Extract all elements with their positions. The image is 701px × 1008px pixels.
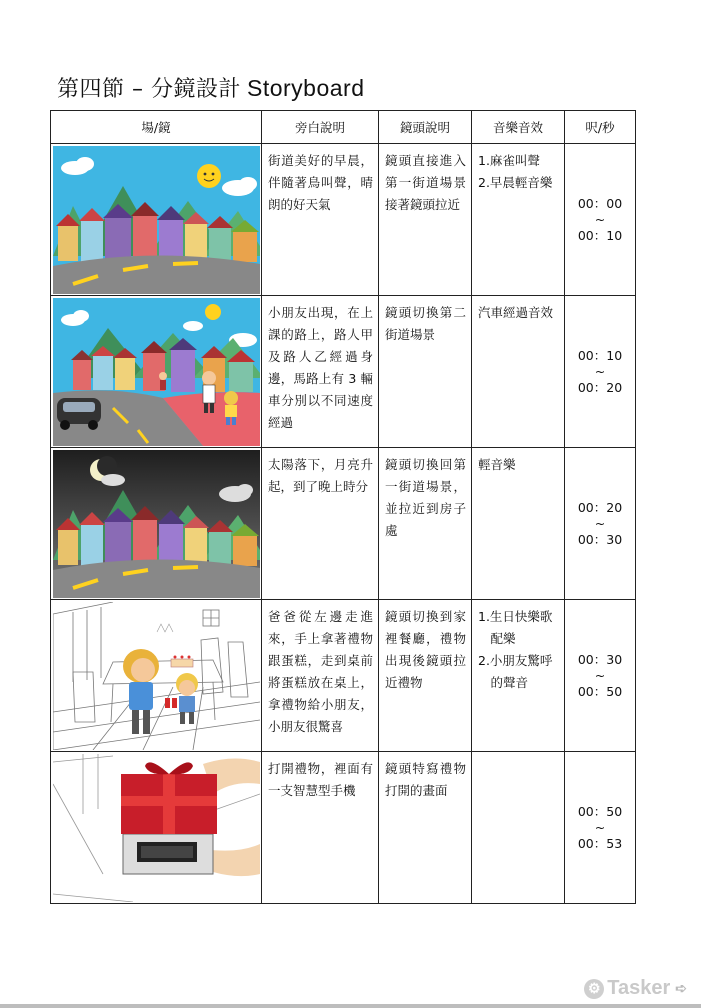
music-line: 汽車經過音效 bbox=[478, 305, 554, 320]
music-line: 的聲音 bbox=[478, 675, 529, 690]
camera-cell: 鏡頭切換回第一街道場景，並拉近到房子處 bbox=[379, 448, 472, 600]
scene-3-street-night bbox=[53, 450, 260, 598]
music-line: 輕音樂 bbox=[478, 457, 516, 472]
header-music: 音樂音效 bbox=[472, 111, 565, 144]
time-sep: ~ bbox=[594, 819, 606, 835]
time-start: 00：10 bbox=[577, 347, 623, 363]
narration-cell: 太陽落下，月亮升起，到了晚上時分 bbox=[262, 448, 379, 600]
cake-icon bbox=[171, 656, 193, 668]
header-scene: 場/鏡 bbox=[51, 111, 262, 144]
time-cell bbox=[565, 752, 636, 904]
gift-icon bbox=[121, 762, 217, 874]
header-camera: 鏡頭說明 bbox=[379, 111, 472, 144]
tasker-logo bbox=[584, 977, 687, 1000]
cloud-icon bbox=[183, 321, 203, 331]
table-row bbox=[51, 296, 636, 448]
time-start: 00：50 bbox=[577, 803, 623, 819]
scene-1-street-morning bbox=[53, 146, 260, 294]
header-time: 呎/秒 bbox=[565, 111, 636, 144]
music-cell bbox=[472, 144, 565, 296]
music-cell bbox=[472, 448, 565, 600]
music-line: 1.生日快樂歌 bbox=[478, 609, 553, 624]
time-start: 00：30 bbox=[577, 651, 623, 667]
table-row bbox=[51, 752, 636, 904]
scene-cell bbox=[51, 296, 262, 448]
page-title-zh: 第四節 – 分鏡設計 bbox=[57, 77, 241, 102]
time-sep: ~ bbox=[594, 211, 606, 227]
camera-cell: 鏡頭特寫禮物打開的畫面 bbox=[379, 752, 472, 904]
camera-cell: 鏡頭直接進入第一街道場景接著鏡頭拉近 bbox=[379, 144, 472, 296]
narration-cell: 小朋友出現，在上課的路上，路人甲及路人乙經過身邊，馬路上有 3 輛車分別以不同速度經過 bbox=[262, 296, 379, 448]
scene-cell bbox=[51, 600, 262, 752]
time-end: 00：20 bbox=[577, 379, 623, 395]
scene-5-gift-closeup bbox=[53, 754, 260, 902]
scene-cell bbox=[51, 448, 262, 600]
music-cell bbox=[472, 296, 565, 448]
table-header-row bbox=[51, 111, 636, 144]
logo-mark-icon: ⚙ bbox=[584, 979, 604, 999]
person-icon bbox=[159, 372, 167, 390]
narration-cell: 打開禮物，裡面有一支智慧型手機 bbox=[262, 752, 379, 904]
scene-2-street-walk bbox=[53, 298, 260, 446]
music-line: 配樂 bbox=[478, 631, 516, 646]
scene-cell bbox=[51, 752, 262, 904]
sun-icon bbox=[197, 164, 221, 188]
time-sep: ~ bbox=[594, 363, 606, 379]
time-cell bbox=[565, 448, 636, 600]
storyboard-table bbox=[50, 110, 636, 904]
time-end: 00：50 bbox=[577, 683, 623, 699]
time-end: 00：10 bbox=[577, 227, 623, 243]
camera-cell: 鏡頭切換第二街道場景 bbox=[379, 296, 472, 448]
music-line: 1.麻雀叫聲 bbox=[478, 153, 540, 168]
music-cell bbox=[472, 600, 565, 752]
table-row bbox=[51, 448, 636, 600]
time-sep: ~ bbox=[594, 515, 606, 531]
gift-icon bbox=[165, 698, 177, 708]
sun-icon bbox=[205, 304, 221, 320]
music-cell bbox=[472, 752, 565, 904]
table-row bbox=[51, 600, 636, 752]
page-title bbox=[57, 72, 365, 103]
time-cell bbox=[565, 144, 636, 296]
narration-cell: 爸爸從左邊走進來，手上拿著禮物跟蛋糕，走到桌前將蛋糕放在桌上，拿禮物給小朋友，小朋友很驚喜 bbox=[262, 600, 379, 752]
next-page-icon: ➪ bbox=[675, 980, 687, 996]
music-line: 2.早晨輕音樂 bbox=[478, 175, 553, 190]
time-start: 00：00 bbox=[577, 195, 623, 211]
logo-text: Tasker bbox=[607, 977, 671, 999]
footer-bar bbox=[0, 1004, 701, 1008]
cloud-icon bbox=[101, 474, 125, 486]
time-start: 00：20 bbox=[577, 499, 623, 515]
time-cell bbox=[565, 296, 636, 448]
time-sep: ~ bbox=[594, 667, 606, 683]
music-line: 2.小朋友驚呼 bbox=[478, 653, 553, 668]
time-end: 00：30 bbox=[577, 531, 623, 547]
scene-cell bbox=[51, 144, 262, 296]
time-end: 00：53 bbox=[577, 835, 623, 851]
narration-cell: 街道美好的早晨，伴隨著鳥叫聲，晴朗的好天氣 bbox=[262, 144, 379, 296]
page-title-en: Storyboard bbox=[247, 75, 365, 101]
table-row bbox=[51, 144, 636, 296]
time-cell bbox=[565, 600, 636, 752]
header-narration: 旁白說明 bbox=[262, 111, 379, 144]
scene-4-dining-room bbox=[53, 602, 260, 750]
camera-cell: 鏡頭切換到家裡餐廳，禮物出現後鏡頭拉近禮物 bbox=[379, 600, 472, 752]
